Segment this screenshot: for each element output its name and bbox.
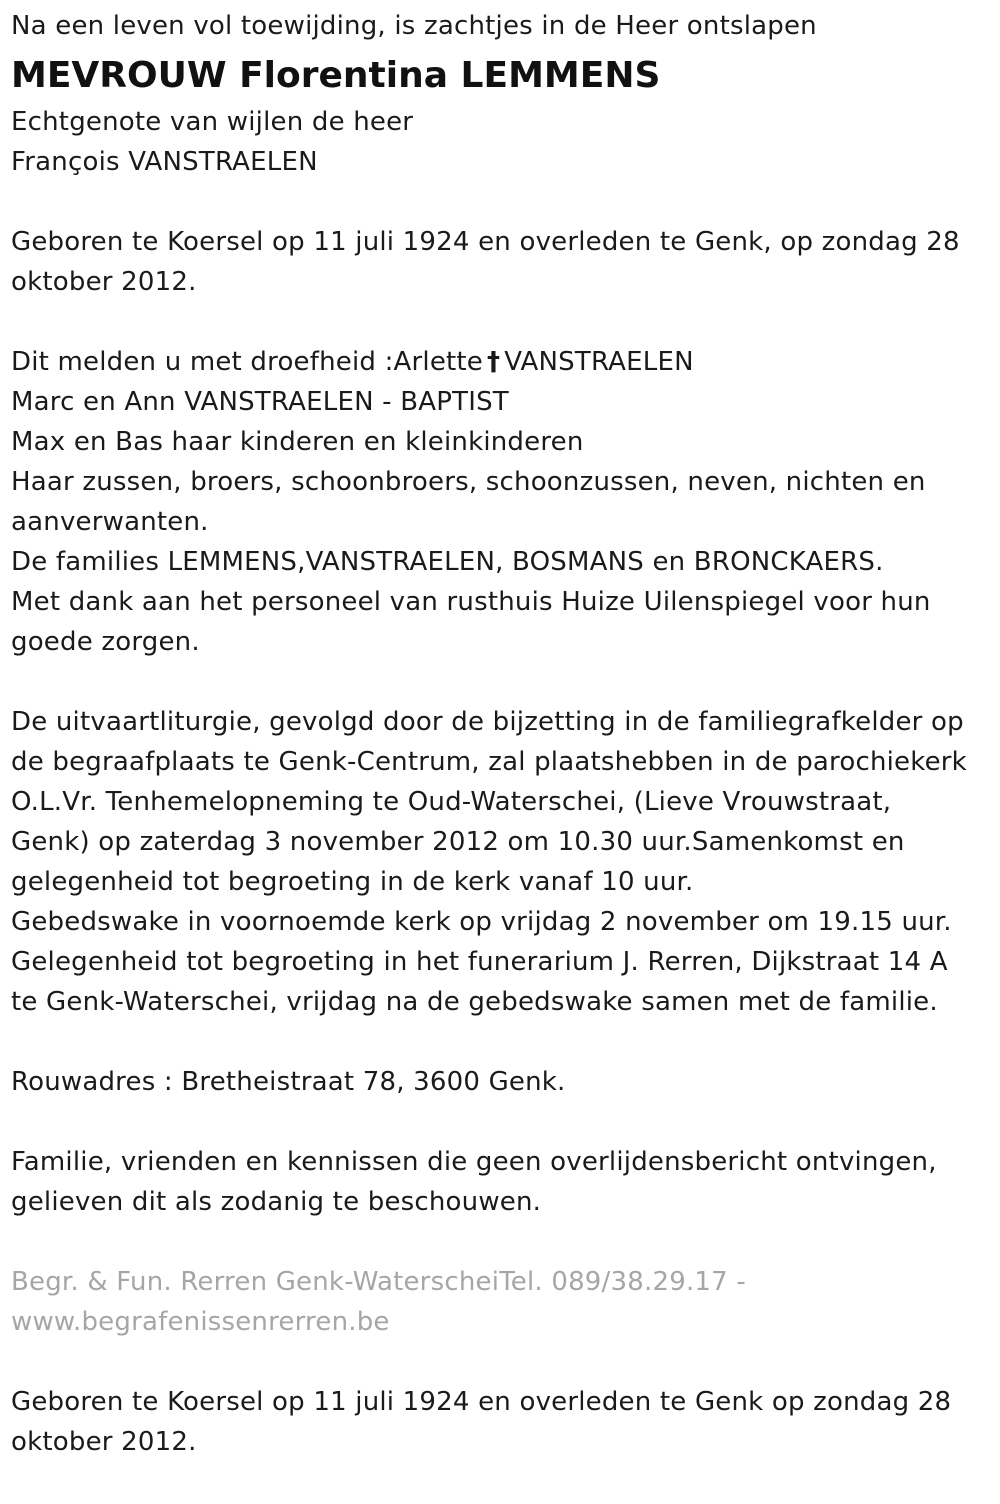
paragraph-gap (11, 182, 991, 222)
intro-text: Na een leven vol toewijding, is zachtjes in de Heer ontslapen (11, 11, 817, 41)
announcement-line: goede zorgen. (11, 627, 200, 657)
paragraph-gap (11, 302, 991, 342)
mourning-address: Rouwadres : Bretheistraat 78, 3600 Genk. (11, 1067, 566, 1097)
undertaker-block (11, 1262, 991, 1342)
funeral-line: te Genk-Waterschei, vrijdag na de gebedswake samen met de familie. (11, 987, 938, 1017)
announcement-suffix: VANSTRAELEN (504, 347, 694, 377)
funeral-line: gelegenheid tot begroeting in de kerk vanaf 10 uur. (11, 867, 694, 897)
paragraph-gap (11, 1222, 991, 1262)
announcement-line: Met dank aan het personeel van rusthuis Huize Uilenspiegel voor hun (11, 587, 931, 617)
paragraph-gap (11, 1022, 991, 1062)
birth-death-line: Geboren te Koersel op 11 juli 1924 en overleden te Genk, op zondag 28 (11, 227, 960, 257)
paragraph-gap (11, 1102, 991, 1142)
paragraph-gap (11, 662, 991, 702)
announcement-block (11, 342, 991, 662)
funeral-line: Gebedswake in voornoemde kerk op vrijdag 2 november om 19.15 uur. (11, 907, 952, 937)
birth-death-repeat-block (11, 1382, 991, 1462)
birth-death-line: oktober 2012. (11, 267, 197, 297)
notice-line: gelieven dit als zodanig te beschouwen. (11, 1187, 542, 1217)
announcement-line: aanverwanten. (11, 507, 209, 537)
announcement-first-line (11, 342, 991, 382)
spouse-line: Echtgenote van wijlen de heer (11, 107, 414, 137)
birth-death-repeat-line: Geboren te Koersel op 11 juli 1924 en overleden te Genk op zondag 28 (11, 1387, 952, 1417)
announcement-line: Marc en Ann VANSTRAELEN - BAPTIST (11, 387, 509, 417)
spouse-block (11, 102, 991, 182)
cross-icon: † (487, 347, 501, 377)
announcement-prefix: Dit melden u met droefheid :Arlette (11, 347, 484, 377)
paragraph-gap (11, 1342, 991, 1382)
funeral-line: O.L.Vr. Tenhemelopneming te Oud-Waterschei, (Lieve Vrouwstraat, (11, 787, 892, 817)
undertaker-website: www.begrafenissenrerren.be (11, 1307, 390, 1337)
funeral-line: de begraafplaats te Genk-Centrum, zal plaatshebben in de parochiekerk (11, 747, 967, 777)
spouse-line: François VANSTRAELEN (11, 147, 318, 177)
announcement-line: Haar zussen, broers, schoonbroers, schoonzussen, neven, nichten en (11, 467, 926, 497)
announcement-line: De families LEMMENS,VANSTRAELEN, BOSMANS en BRONCKAERS. (11, 547, 884, 577)
notice-block (11, 1142, 991, 1222)
birth-death-repeat-line: oktober 2012. (11, 1427, 197, 1457)
undertaker-line: Begr. & Fun. Rerren Genk-WaterscheiTel. 089/38.29.17 - (11, 1267, 746, 1297)
funeral-line: De uitvaartliturgie, gevolgd door de bijzetting in de familiegrafkelder op (11, 707, 964, 737)
notice-line: Familie, vrienden en kennissen die geen overlijdensbericht ontvingen, (11, 1147, 937, 1177)
birth-death-block (11, 222, 991, 302)
funeral-line: Gelegenheid tot begroeting in het funerarium J. Rerren, Dijkstraat 14 A (11, 947, 948, 977)
deceased-name: MEVROUW Florentina LEMMENS (11, 55, 661, 96)
obituary-document (11, 6, 991, 1462)
funeral-line: Genk) op zaterdag 3 november 2012 om 10.30 uur.Samenkomst en (11, 827, 905, 857)
announcement-line: Max en Bas haar kinderen en kleinkinderen (11, 427, 584, 457)
funeral-block (11, 702, 991, 1022)
